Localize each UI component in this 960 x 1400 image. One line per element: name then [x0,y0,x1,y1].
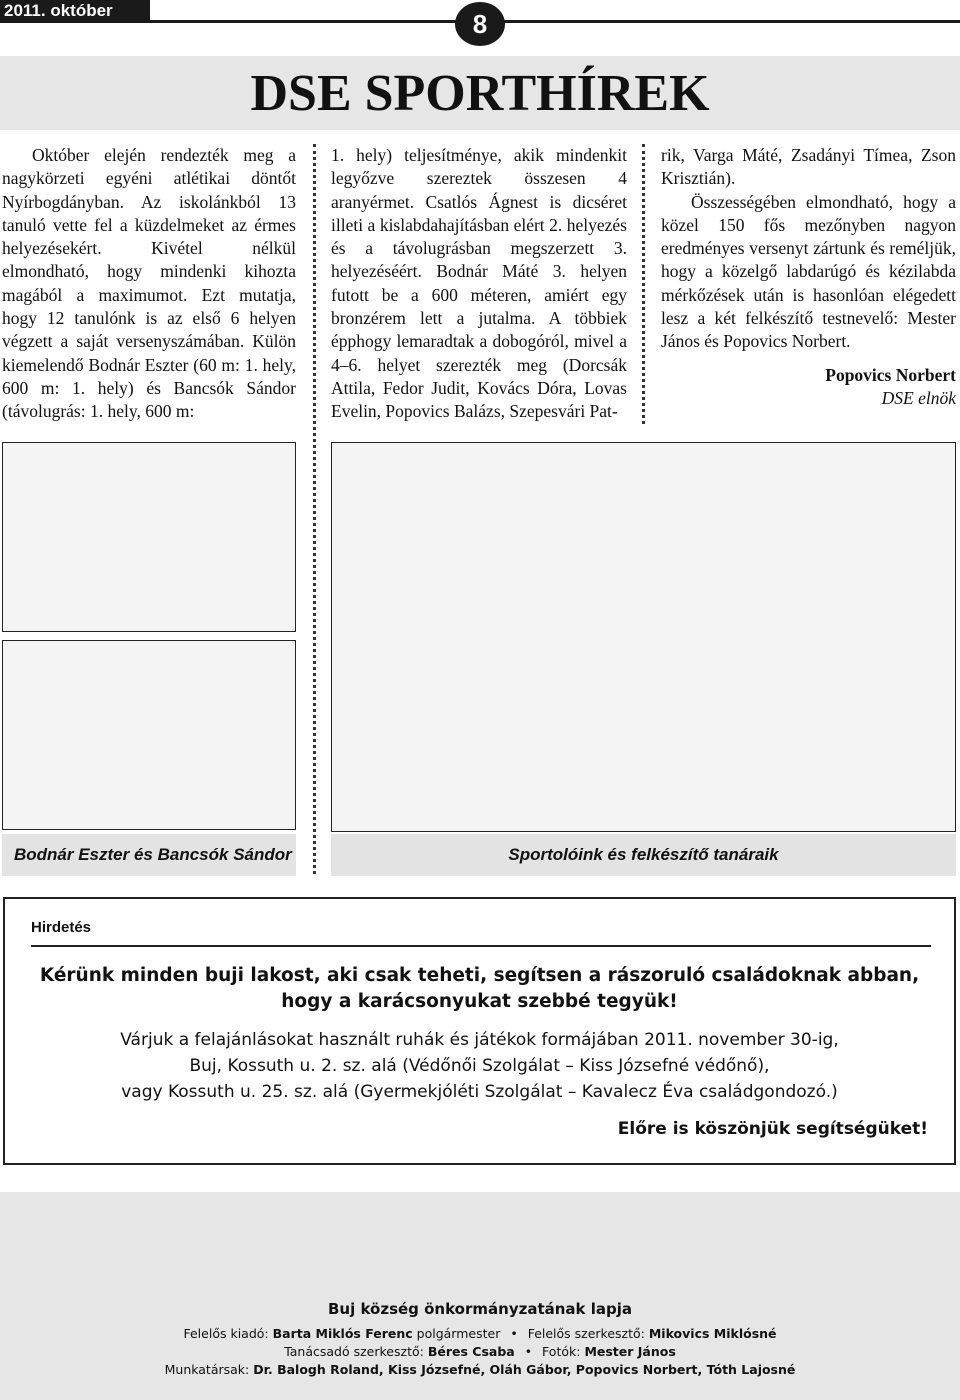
page-number: 8 [455,2,505,46]
ad-label: Hirdetés [31,919,92,936]
photo-caption-right: Sportolóink és felkészítő tanáraik [331,834,956,876]
footer-imprint [0,1192,960,1400]
footer-title: Buj község önkormányzatának lapja [327,1300,633,1318]
photo-group [331,442,956,832]
photo-bodnar-eszter [2,442,296,632]
publisher-role: polgármester [416,1326,501,1341]
staff-label: Munkatársak: [164,1362,250,1377]
photos-label: Fotók: [542,1344,581,1359]
signature-role: DSE elnök [881,387,956,408]
ad-rule [31,945,931,947]
section-title: DSE SPORTHÍREK [250,65,710,122]
article-paragraph: Október elején rendezték meg a nagykörzeti egyéni atlétikai döntőt Nyírbogdányban. Az iskolánkból 13 tanuló vette fel a küzdelmeket az érmes helyezésekért. Kivétel nélkül elmondható, hogy mindenki kihozta magából a maximumot. Ezt mutatja, hogy 12 tanulónk is az első 6 helyen végzett a saját versenyszámában. Külön kiemelendő Bodnár Eszter (60 m: 1. hely, 600 m: 1. hely) és Bancsók Sándor (távolugrás: 1. hely, 600 m: [2,145,296,422]
staff-names: Dr. Balogh Roland, Kiss Józsefné, Oláh Gábor, Popovics Norbert, Tóth Lajosné [253,1362,796,1377]
editor-label: Felelős szerkesztő: [527,1326,645,1341]
issue-date: 2011. október [0,0,150,22]
article-column-1 [2,144,296,424]
article-column-3 [661,144,956,410]
footer-credits-line [0,1344,960,1359]
ad-headline-line: Kérünk minden buji lakost, aki csak teheti, segítsen a rászoruló családoknak abban, [39,965,920,986]
advisor-label: Tanácsadó szerkesztő: [284,1344,424,1359]
publisher-label: Felelős kiadó: [183,1326,269,1341]
ad-body-line: Buj, Kossuth u. 2. sz. alá (Védőnői Szolgálat – Kiss Józsefné védőnő), [189,1056,770,1076]
ad-body [5,1027,954,1105]
advertisement-box [3,897,956,1165]
column-divider [642,144,645,424]
article-paragraph: rik, Varga Máté, Zsadányi Tímea, Zson Krisztián). [661,145,956,189]
photos-name: Mester János [584,1344,676,1359]
footer-credits-line [0,1362,960,1377]
photo-bancsok-sandor [2,640,296,830]
ad-headline-line: hogy a karácsonyukat szebbé tegyük! [281,991,678,1012]
ad-body-line: vagy Kossuth u. 25. sz. alá (Gyermekjóléti Szolgálat – Kavalecz Éva családgondozó.) [121,1082,838,1102]
ad-thanks: Előre is köszönjük segítségüket! [617,1119,928,1139]
signature-name: Popovics Norbert [825,364,956,385]
column-divider [313,144,316,874]
bullet-icon: • [510,1326,518,1341]
bullet-icon: • [524,1344,533,1359]
article-paragraph: 1. hely) teljesítménye, akik mindenkit legyőzve szereztek összesen 4 aranyérmet. Csatlós Ágnest is dicséret illeti a kislabdahajításban elért 2. helyezés és a távolugrásban megszerzett 3. helyezéséért. Bodnár Máté 3. helyen futott be a 600 méteren, amiért egy bronzérem lett a jutalma. A többiek épphogy lemaradtak a dobogóról, mivel a 4–6. helyet szerezték meg (Dorcsák Attila, Fedor Judit, Kovács Dóra, Lovas Evelin, Popovics Balázs, Szepesvári Pat- [331,145,627,422]
section-banner [0,56,960,130]
editor-name: Mikovics Miklósné [648,1326,777,1341]
footer-credits-line [0,1326,960,1341]
publisher-name: Barta Miklós Ferenc [272,1326,413,1341]
ad-headline [5,963,954,1015]
article-paragraph: Összességében elmondható, hogy a közel 150 fős mezőnyben nagyon eredményes versenyt zártunk és reméljük, hogy a közelgő labdarúgó és kézilabda mérkőzések után is hasonlóan elégedett lesz a két felkészítő testnevelő: Mester János és Popovics Norbert. [661,191,956,352]
article-column-2 [331,144,627,424]
ad-body-line: Várjuk a felajánlásokat használt ruhák és játékok formájában 2011. november 30-ig, [120,1030,839,1050]
photo-caption-left: Bodnár Eszter és Bancsók Sándor [2,834,296,876]
advisor-name: Béres Csaba [427,1344,515,1359]
